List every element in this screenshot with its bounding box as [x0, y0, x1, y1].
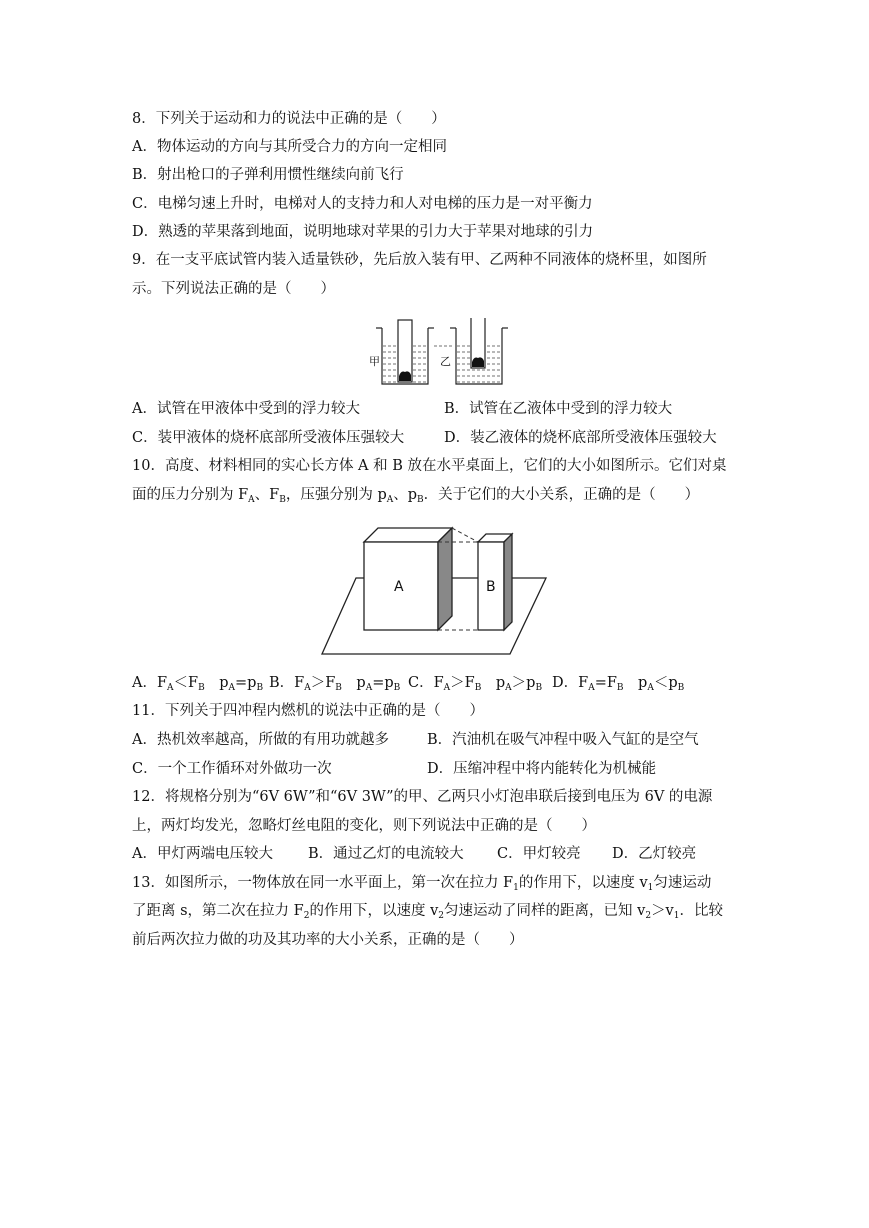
q9-option-d: D．装乙液体的烧杯底部所受液体压强较大: [444, 430, 717, 446]
q11-option-d: D．压缩冲程中将内能转化为机械能: [427, 761, 657, 777]
q10-option-b: B．$F_A>F_B$ $p_A=p_B$: [269, 675, 401, 693]
q10-option-d: D．$F_A=F_B$ $p_A<p_B$: [552, 675, 685, 693]
q10-stem-line1: 10．高度、材料相同的实心长方体 A 和 B 放在水平桌面上，它们的大小如图所示。它们对桌: [132, 458, 727, 474]
q8-option-c: C．电梯匀速上升时，电梯对人的支持力和人对电梯的压力是一对平衡力: [132, 196, 593, 212]
q8-option-b: B．射出枪口的子弹利用惯性继续向前飞行: [132, 167, 404, 183]
q9-label-right: 乙: [440, 355, 451, 368]
q13-stem-line1: 13．如图所示，一物体放在同一水平面上，第一次在拉力 $F_1$的作用下，以速度 $v_1$匀速运动: [132, 875, 712, 893]
q13-stem-line3: 前后两次拉力做的功及其功率的大小关系，正确的是（ ）: [132, 932, 524, 948]
q8-option-d: D．熟透的苹果落到地面，说明地球对苹果的引力大于苹果对地球的引力: [132, 224, 594, 240]
q10-label-a: A: [394, 579, 404, 595]
q9-option-c: C．装甲液体的烧杯底部所受液体压强较大: [132, 430, 405, 446]
q10-stem-line2: 面的压力分别为 $F_A$、$F_B$，压强分别为 $p_A$、$p_B$．关于它们的大小关系，正确的是（ ）: [132, 487, 700, 505]
q9-option-b: B．试管在乙液体中受到的浮力较大: [444, 401, 673, 417]
q12-option-d: D．乙灯较亮: [612, 846, 697, 862]
q9-stem-line1: 9．在一支平底试管内装入适量铁砂，先后放入装有甲、乙两种不同液体的烧杯里，如图所: [132, 252, 707, 268]
q10-blocks-figure: [318, 524, 554, 660]
q11-option-a: A．热机效率越高，所做的有用功就越多: [132, 732, 389, 748]
q12-option-b: B．通过乙灯的电流较大: [308, 846, 464, 862]
q12-stem-line2: 上，两灯均发光，忽略灯丝电阻的变化，则下列说法中正确的是（ ）: [132, 818, 596, 834]
q12-option-a: A．甲灯两端电压较大: [132, 846, 273, 862]
q13-stem-line2: 了距离 s，第二次在拉力 $F_2$的作用下，以速度 $v_2$匀速运动了同样的距离，已知 $v_2>v_1$．比较: [132, 903, 723, 921]
q11-stem: 11．下列关于四冲程内燃机的说法中正确的是（ ）: [132, 703, 484, 719]
q8-stem: 8．下列关于运动和力的说法中正确的是（ ）: [132, 111, 446, 127]
q9-label-left: 甲: [369, 355, 380, 368]
q9-option-a: A．试管在甲液体中受到的浮力较大: [132, 401, 360, 417]
q8-option-a: A．物体运动的方向与其所受合力的方向一定相同: [132, 139, 447, 155]
q11-option-b: B．汽油机在吸气冲程中吸入气缸的是空气: [427, 732, 699, 748]
q9-stem-line2: 示。下列说法正确的是（ ）: [132, 281, 335, 297]
q10-option-c: C．$F_A>F_B$ $p_A>p_B$: [408, 675, 543, 693]
q12-stem-line1: 12．将规格分别为“6V 6W”和“6V 3W”的甲、乙两只小灯泡串联后接到电压为 6V 的电源: [132, 789, 713, 805]
q9-test-tube-figure: [368, 318, 518, 390]
q10-option-a: A．$F_A<F_B$ $p_A=p_B$: [132, 675, 264, 693]
q12-option-c: C．甲灯较亮: [497, 846, 581, 862]
q11-option-c: C．一个工作循环对外做功一次: [132, 761, 332, 777]
q10-label-b: B: [486, 579, 496, 595]
